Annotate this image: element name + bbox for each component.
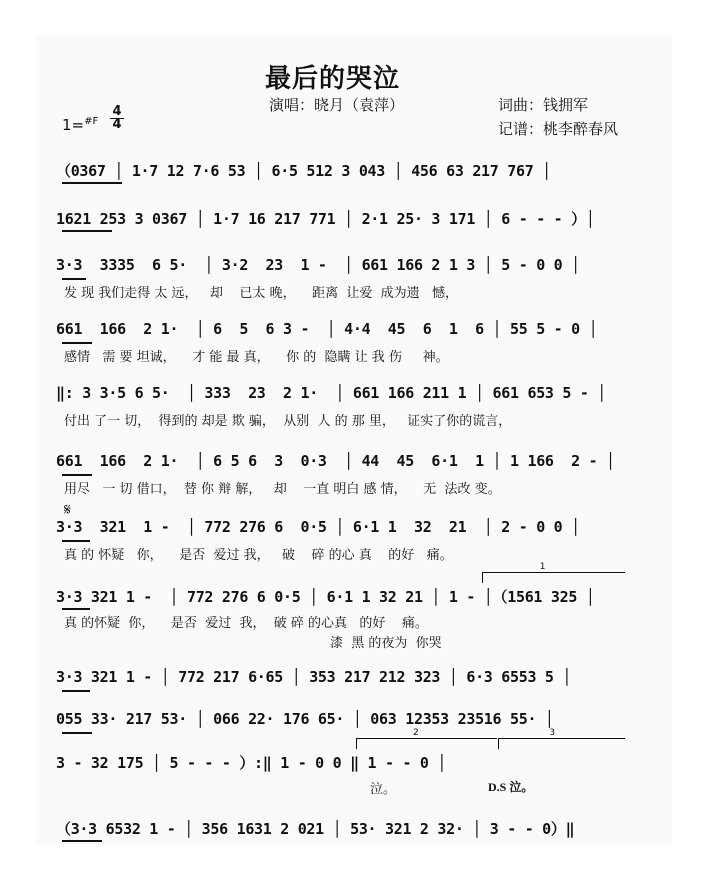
beam-line bbox=[62, 840, 102, 842]
segno-sign: 𝄋 bbox=[64, 500, 71, 519]
score-row-6: 661 166 2 1· │ 6 5 6 3 0·3 │ 44 45 6·1 1 │ 1 166 2 - │ bbox=[56, 452, 615, 470]
volta-bracket-3: 3 bbox=[498, 738, 625, 749]
time-bottom: 4 bbox=[110, 118, 124, 131]
lyric-line-2: 感情 需 要 坦诚， 才 能 最 真， 你 的 隐瞒 让 我 伤 神。 bbox=[64, 350, 449, 365]
time-top: 4 bbox=[112, 104, 122, 119]
beam-line bbox=[62, 474, 92, 476]
score-row-7: 3·3 321 1 - │ 772 276 6 0·5 │ 6·1 1 32 21 │ 2 - 0 0 │ bbox=[56, 518, 580, 536]
score-row-12: （3·3 6532 1 - │ 356 1631 2 021 │ 53· 321 2 32· │ 3 - - 0）‖ bbox=[56, 820, 575, 838]
lyric-line-5: 真 的 怀疑 你， 是否 爱过 我， 破 碎 的心 真 的好 痛。 bbox=[64, 548, 453, 563]
volta-bracket-1: 1 bbox=[482, 572, 625, 583]
score-row-2: 1621 253 3 0367 │ 1·7 16 217 771 │ 2·1 25· 3 171 │ 6 - - - ）│ bbox=[56, 210, 595, 228]
beam-line bbox=[62, 690, 90, 692]
lyric-line-3: 付出 了一 切， 得到的 却是 欺 骗， 从别 人 的 那 里， 证实了你的谎言， bbox=[64, 414, 512, 429]
score-row-9: 3·3 321 1 - │ 772 217 6·65 │ 353 217 212 323 │ 6·3 6553 5 │ bbox=[56, 668, 572, 686]
volta-bracket-2: 2 bbox=[356, 738, 497, 749]
score-row-10: 055 33· 217 53· │ 066 22· 176 65· │ 063 12353 23516 55· │ bbox=[56, 710, 554, 728]
time-signature bbox=[110, 106, 124, 131]
key-label: 1= bbox=[62, 116, 85, 134]
score-row-8: 3·3 321 1 - │ 772 276 6 0·5 │ 6·1 1 32 21 │ 1 - │（1561 325 │ bbox=[56, 588, 595, 606]
key-note: #F bbox=[84, 116, 99, 127]
singer-credit: 演唱：晓月（袁萍） bbox=[269, 96, 405, 114]
beam-line bbox=[62, 182, 122, 184]
beam-line bbox=[62, 732, 92, 734]
score-row-11: 3 - 32 175 │ 5 - - - ）:‖ 1 - 0 0 ‖ 1 - - 0 │ bbox=[56, 754, 447, 772]
score-row-1: （0367 │ 1·7 12 7·6 53 │ 6·5 512 3 043 │ 456 63 217 767 │ bbox=[56, 162, 551, 180]
beam-line bbox=[62, 342, 92, 344]
beam-line bbox=[62, 230, 112, 232]
transcriber-credit: 记谱：桃李醉春风 bbox=[498, 120, 619, 138]
score-row-4: 661 166 2 1· │ 6 5 6 3 - │ 4·4 45 6 1 6 │ 55 5 - 0 │ bbox=[56, 320, 598, 338]
ds-marking: D.S 泣。 bbox=[488, 780, 534, 794]
lyric-line-4: 用尽 一 切 借口， 替 你 辩 解， 却 一直 明白 感 情， 无 法改 变。 bbox=[64, 482, 501, 497]
beam-line bbox=[62, 278, 86, 280]
song-title: 最后的哭泣 bbox=[265, 64, 401, 94]
lyric-line-7: 漆 黑 的夜为 你哭 bbox=[330, 636, 442, 651]
beam-line bbox=[62, 608, 90, 610]
lyric-line-1: 发 现 我们走得 太 远， 却 已太 晚， 距离 让爱 成为遗 憾， bbox=[64, 286, 459, 301]
lyric-line-6: 真 的怀疑 你， 是否 爱过 我， 破 碎 的心真 的好 痛。 bbox=[64, 616, 428, 631]
beam-line bbox=[62, 540, 90, 542]
key-signature bbox=[62, 116, 98, 134]
score-row-3: 3·3 3335 6 5· │ 3·2 23 1 - │ 661 166 2 1 3 │ 5 - 0 0 │ bbox=[56, 256, 580, 274]
lyric-line-8: 泣。 bbox=[370, 782, 397, 797]
score-row-5: ‖: 3 3·5 6 5· │ 333 23 2 1· │ 661 166 211 1 │ 661 653 5 - │ bbox=[56, 384, 607, 402]
composer-credit: 词曲：钱拥军 bbox=[498, 96, 589, 114]
